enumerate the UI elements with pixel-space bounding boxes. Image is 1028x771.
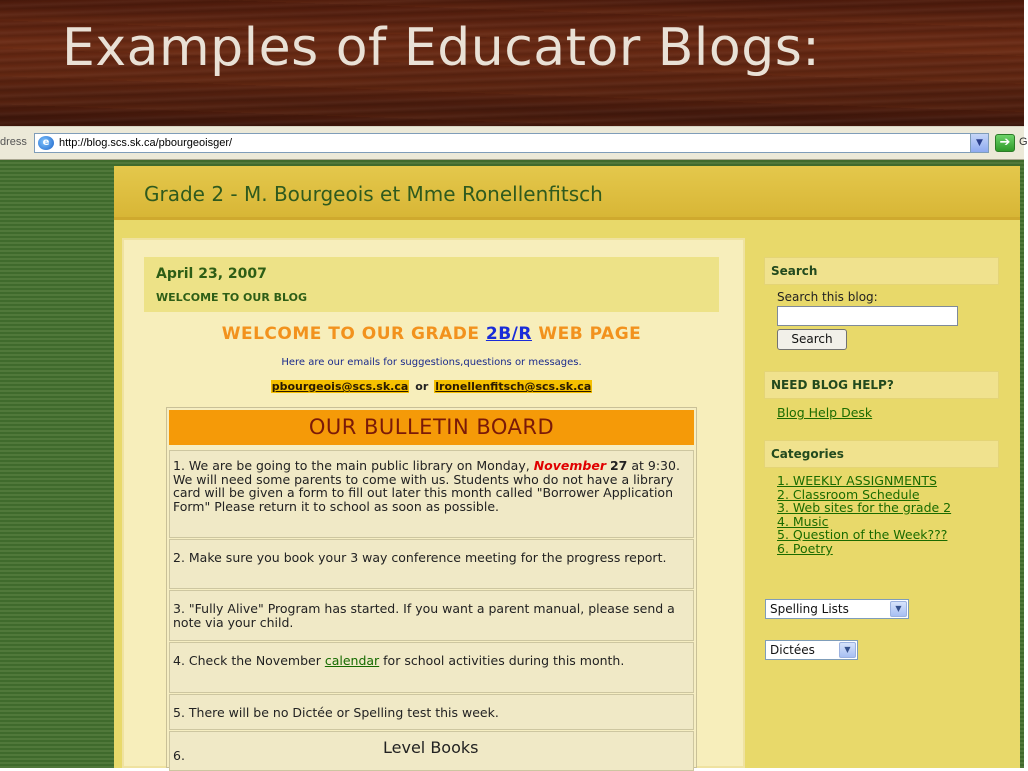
bulletin-item-6-number: 6. [173,748,185,763]
dictees-select-value: Dictées [770,643,815,657]
ie-page-icon: e [38,136,54,150]
class-link[interactable]: 2B/R [485,324,532,344]
blog-help-desk-link[interactable]: Blog Help Desk [777,405,873,420]
bulletin-item-1-date: November [533,458,606,473]
search-button[interactable]: Search [777,329,847,350]
categories-widget-header: Categories [764,440,999,468]
email-link-ronellenfitsch[interactable]: lronellenfitsch@scs.sk.ca [435,380,592,393]
bulletin-item-1-day: 27 [609,458,628,473]
blog-title[interactable]: Grade 2 - M. Bourgeois et Mme Ronellenfitsch [144,182,603,206]
address-url[interactable]: http://blog.scs.sk.ca/pbourgeoisger/ [59,137,233,149]
welcome-prefix: WELCOME TO OUR GRADE [221,324,486,344]
search-label: Search this blog: [777,290,878,304]
chevron-down-icon[interactable]: ▼ [890,601,907,617]
search-widget-header: Search [764,257,999,285]
welcome-heading [144,324,719,344]
category-link-music[interactable]: 4. Music [777,514,829,529]
bulletin-item-4 [169,642,694,693]
dictees-select[interactable] [765,640,858,660]
category-link-classroom-schedule[interactable]: 2. Classroom Schedule [777,487,920,502]
go-arrow-icon[interactable]: ➔ [995,134,1015,152]
email-link-bourgeois[interactable]: pbourgeois@scs.sk.ca [271,380,409,393]
bulletin-item-2: 2. Make sure you book your 3 way conference meeting for the progress report. [169,539,694,589]
bulletin-item-1 [169,450,694,538]
slide-title: Examples of Educator Blogs: [62,18,821,78]
bulletin-board-title: OUR BULLETIN BOARD [169,410,694,445]
emails-line [144,380,719,393]
slide-header [0,0,1024,126]
bulletin-item-4-text-a: 4. Check the November [173,653,325,668]
blog-header [114,166,1020,220]
help-widget-header: NEED BLOG HELP? [764,371,999,399]
address-bar [0,126,1028,160]
category-link-web-sites[interactable]: 3. Web sites for the grade 2 [777,500,952,515]
bulletin-item-5: 5. There will be no Dictée or Spelling test this week. [169,694,694,730]
category-link-question-of-week[interactable]: 5. Question of the Week??? [777,527,948,542]
go-label[interactable]: G [1019,136,1028,148]
post-date: April 23, 2007 [156,266,267,282]
category-link-poetry[interactable]: 6. Poetry [777,541,833,556]
category-link-weekly-assignments[interactable]: 1. WEEKLY ASSIGNMENTS [777,473,937,488]
spelling-lists-select-value: Spelling Lists [770,602,849,616]
address-field[interactable] [34,133,989,153]
post-header [144,257,719,312]
bulletin-item-1-text-a: 1. We are be going to the main public library on Monday, [173,458,534,473]
bulletin-item-6 [169,731,694,771]
search-input[interactable] [777,306,958,326]
chevron-down-icon[interactable]: ▼ [970,134,988,152]
bulletin-board [166,407,697,768]
bulletin-item-1-text-b: at 9:30. We will need some parents to come with us. Students who do not have a library card will be given a form to fill out later this month called "Borrower Application Form" Please return it to school as soon as possible. [173,458,680,514]
calendar-link[interactable]: calendar [324,653,380,668]
bulletin-item-4-text-b: for school activities during this month. [379,653,625,668]
chevron-down-icon[interactable]: ▼ [839,642,856,658]
or-text: or [415,380,429,393]
address-label: dress [0,136,27,148]
emails-intro: Here are our emails for suggestions,questions or messages. [281,357,582,368]
spelling-lists-select[interactable] [765,599,909,619]
post-title[interactable]: WELCOME TO OUR BLOG [156,291,308,304]
level-books-heading: Level Books [383,738,479,757]
bulletin-item-3: 3. "Fully Alive" Program has started. If you want a parent manual, please send a note via your child. [169,590,694,641]
welcome-suffix: WEB PAGE [531,324,642,344]
